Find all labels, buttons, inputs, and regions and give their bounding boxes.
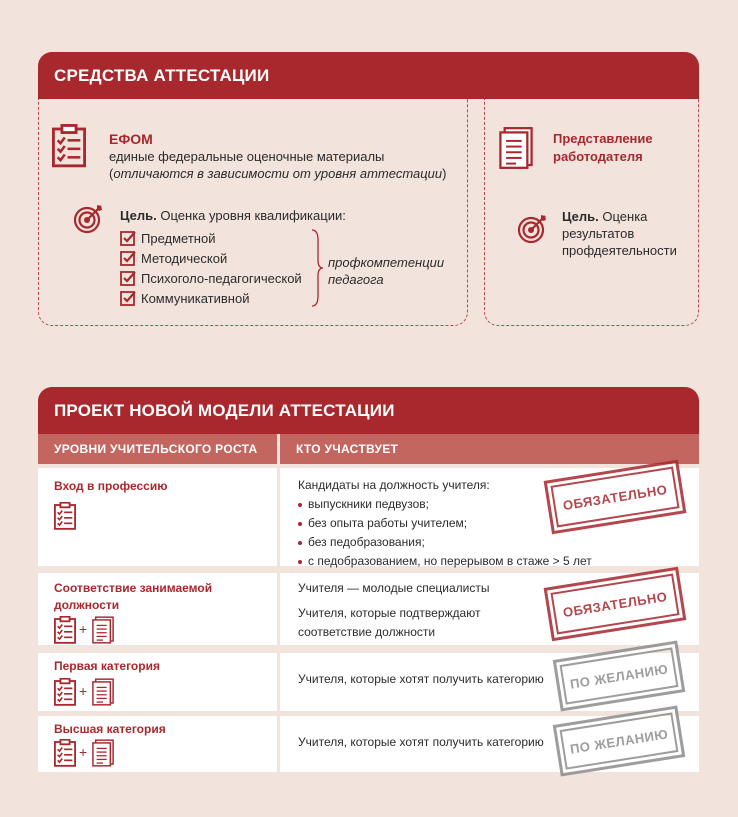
- level-name: Первая категория: [54, 659, 160, 673]
- model-title: ПРОЕКТ НОВОЙ МОДЕЛИ АТТЕСТАЦИИ: [54, 400, 395, 420]
- efom-note-text: отличаются в зависимости от уровня аттестации: [113, 166, 443, 181]
- efom-goal: [120, 208, 346, 223]
- efom-desc: единые федеральные оценочные материалы: [109, 149, 385, 164]
- document-icon: [92, 616, 114, 644]
- document-icon: [92, 739, 114, 767]
- means-title: СРЕДСТВА АТТЕСТАЦИИ: [54, 65, 270, 85]
- curly-brace: [310, 228, 324, 308]
- participants-text: Учителя, которые хотят получить категорию: [298, 672, 544, 686]
- list-item: без педобразования;: [298, 533, 592, 552]
- means-header: [38, 52, 699, 99]
- stamp-mandatory: ОБЯЗАТЕЛЬНО: [544, 567, 687, 642]
- plus-sign: +: [79, 621, 88, 637]
- employer-name: Представление работодателя: [553, 131, 653, 164]
- competence-list: [120, 228, 302, 308]
- model-header: [38, 387, 699, 434]
- list-item: с педобразованием, но перерывом в стаже > 5 лет: [298, 552, 592, 571]
- participants-text: Кандидаты на должность учителя: выпускники педвузов; без опыта работы учителем; без педобразования; с педобразованием, но перерывом в стаже > 5 лет: [298, 476, 592, 571]
- employer-goal-label: Цель.: [562, 209, 599, 224]
- level-name: Соответствие занимаемой должности: [54, 581, 213, 612]
- plus-sign: +: [79, 683, 88, 699]
- checkbox-checked-icon: [120, 290, 136, 306]
- efom-goal-text: Оценка уровня квалификации:: [160, 208, 346, 223]
- plus-sign: +: [79, 744, 88, 760]
- clipboard-checklist-icon: [52, 124, 86, 168]
- checkbox-checked-icon: [120, 250, 136, 266]
- clipboard-checklist-icon: [54, 739, 76, 767]
- competence-item: Коммуникативной: [120, 288, 302, 308]
- stamp-optional: ПО ЖЕЛАНИЮ: [553, 705, 686, 776]
- clipboard-checklist-icon: [54, 502, 76, 530]
- participants-text: Учителя — молодые специалисты Учителя, которые подтверждают соответствие должности: [298, 581, 490, 639]
- efom-note: (отличаются в зависимости от уровня аттестации): [109, 166, 447, 181]
- level-name: Высшая категория: [54, 722, 166, 736]
- stamp-optional: ПО ЖЕЛАНИЮ: [553, 640, 686, 711]
- competence-item: Методической: [120, 248, 302, 268]
- target-icon: [517, 212, 549, 244]
- clipboard-checklist-icon: [54, 678, 76, 706]
- efom-name: ЕФОМ: [109, 131, 153, 147]
- employer-goal: Цель. Оценка результатов профдеятельности: [562, 209, 677, 258]
- list-item: без опыта работы учителем;: [298, 514, 592, 533]
- checkbox-checked-icon: [120, 270, 136, 286]
- level-name: Вход в профессию: [54, 479, 168, 493]
- document-icon: [499, 126, 533, 170]
- column-header-participants: КТО УЧАСТВУЕТ: [280, 434, 699, 464]
- column-header-levels: УРОВНИ УЧИТЕЛЬСКОГО РОСТА: [38, 434, 277, 464]
- competence-item: Психоголо-педагогической: [120, 268, 302, 288]
- target-icon: [73, 202, 105, 234]
- participants-text: Учителя, которые хотят получить категорию: [298, 735, 544, 749]
- list-item: выпускники педвузов;: [298, 495, 592, 514]
- competence-item: Предметной: [120, 228, 302, 248]
- clipboard-checklist-icon: [54, 616, 76, 644]
- stamp-mandatory: ОБЯЗАТЕЛЬНО: [544, 460, 687, 535]
- efom-goal-label: Цель.: [120, 208, 157, 223]
- brace-note: профкомпетенции педагога: [328, 255, 445, 287]
- document-icon: [92, 678, 114, 706]
- checkbox-checked-icon: [120, 230, 136, 246]
